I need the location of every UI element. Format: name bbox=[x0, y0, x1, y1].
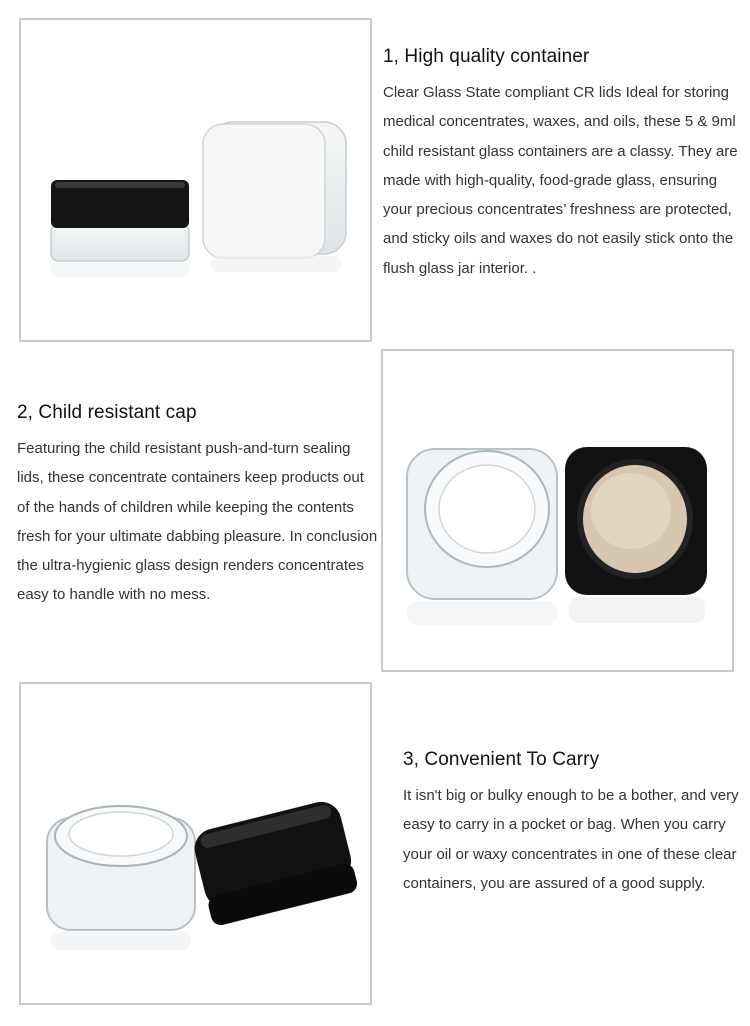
section-3-body: It isn't big or bulky enough to be a bother, and very easy to carry in a pocket or bag. When you carry your oil or waxy concentrates in one of these clear containers, you are assured of a good supply. bbox=[403, 787, 739, 892]
section-2-heading: 2, Child resistant cap bbox=[17, 402, 197, 423]
section-1-heading: 1, High quality container bbox=[383, 46, 590, 67]
jar-with-tilted-black-cap-image bbox=[21, 684, 370, 1003]
open-jar-and-cap-interior-image bbox=[383, 351, 732, 670]
product-image-2-frame bbox=[381, 349, 734, 672]
section-2-body: Featuring the child resistant push-and-turn sealing lids, these concentrate containers keep products out of the hands of children while keeping the contents fresh for your ultimate dabbing pleasure. In conclusion the ultra-hygienic glass design renders concentrates easy to handle with no mess. bbox=[17, 440, 378, 604]
section-3-heading: 3, Convenient To Carry bbox=[403, 749, 600, 770]
section-1-body: Clear Glass State compliant CR lids Ideal for storing medical concentrates, waxes, and oils, these 5 & 9ml child resistant glass containers are a classy. They are made with high-quality, food-grade glass, ensuring your precious concentrates’ freshness are protected, and sticky oils and waxes do not easily stick onto the flush glass jar interior. . bbox=[383, 84, 738, 277]
product-image-3-frame bbox=[19, 682, 372, 1005]
product-image-1-frame bbox=[19, 18, 372, 342]
section-1-text bbox=[383, 46, 748, 283]
glass-jars-black-and-white-lids-image bbox=[21, 20, 370, 340]
section-2-text bbox=[17, 402, 379, 610]
section-3-text bbox=[403, 749, 748, 898]
